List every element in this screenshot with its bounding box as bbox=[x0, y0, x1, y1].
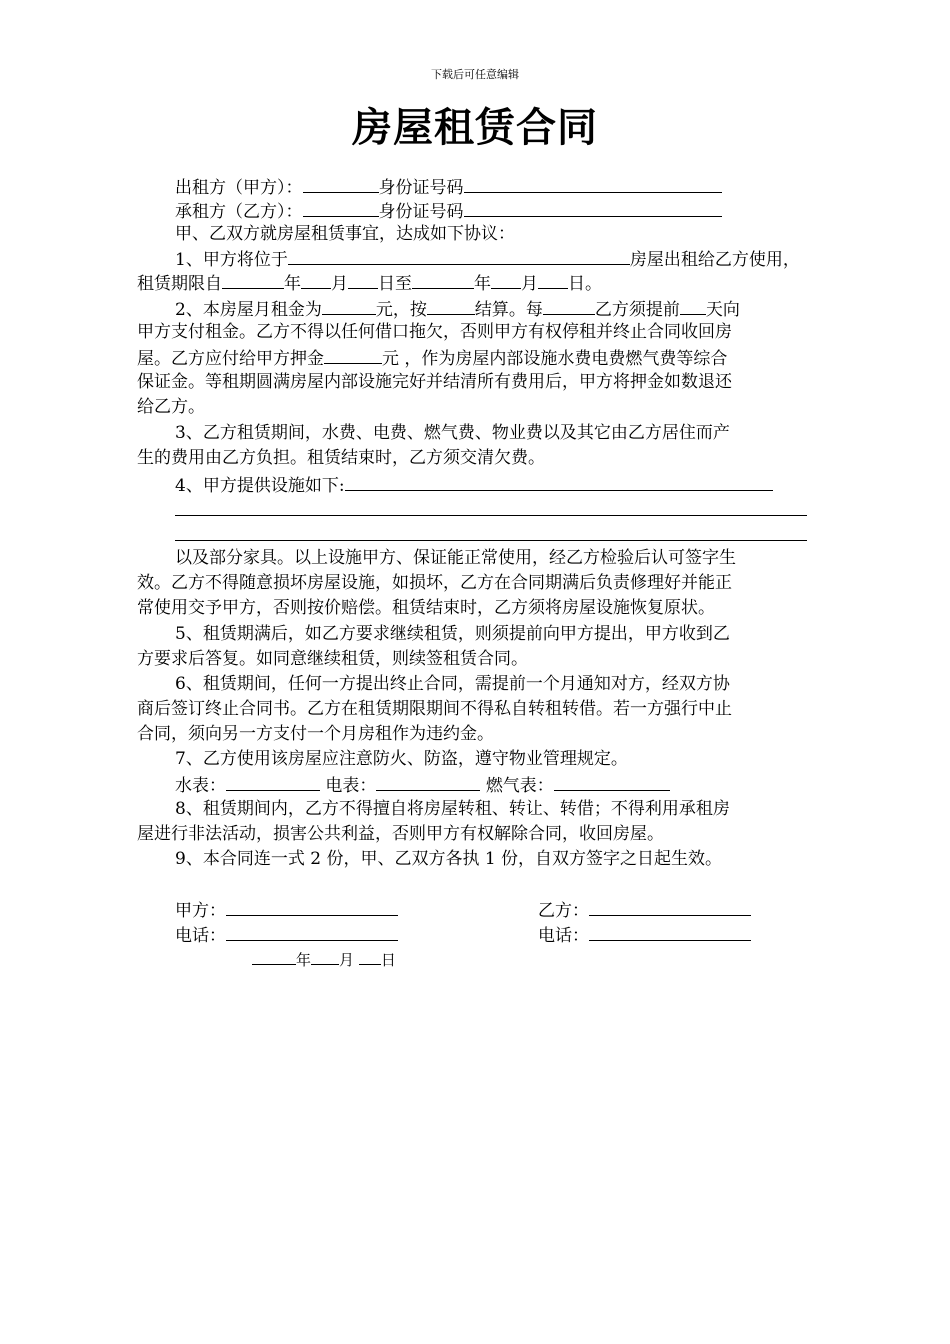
clause6-line1: 6、租赁期间，任何一方提出终止合同，需提前一个月通知对方，经双方协 bbox=[175, 674, 730, 694]
sign-day-label: 日 bbox=[380, 951, 396, 969]
party-a-label: 甲方： bbox=[175, 901, 226, 921]
clause1-text-c: 租赁期限自 bbox=[137, 274, 222, 294]
end-year-field[interactable] bbox=[412, 270, 474, 289]
payment-cycle-field[interactable] bbox=[427, 296, 475, 315]
water-meter-label: 水表： bbox=[175, 776, 226, 796]
clause4-line3: 效。乙方不得随意损坏房屋设施，如损坏，乙方在合同期满后负责修理好并能正 bbox=[137, 573, 732, 593]
clause1-text-b: 房屋出租给乙方使用， bbox=[629, 250, 800, 270]
day-end-label: 日。 bbox=[568, 274, 602, 294]
intro-text: 甲、乙双方就房屋租赁事宜，达成如下协议： bbox=[175, 224, 515, 244]
party-b-label: 乙方： bbox=[538, 901, 589, 921]
gas-meter-field[interactable] bbox=[554, 772, 670, 791]
party-b-signature-field[interactable] bbox=[589, 897, 751, 916]
clause2-line4: 保证金。等租期圆满房屋内部设施完好并结清所有费用后，甲方将押金如数退还 bbox=[137, 372, 732, 392]
clause1-text-a: 1、甲方将位于 bbox=[175, 250, 288, 270]
month-label: 月 bbox=[521, 274, 538, 294]
phone-label: 电话： bbox=[538, 926, 589, 946]
clause4-line1 bbox=[175, 472, 815, 498]
clause2-line5: 给乙方。 bbox=[137, 397, 205, 417]
meter-line bbox=[175, 772, 815, 798]
sign-month-label: 月 bbox=[339, 951, 355, 969]
landlord-label: 出租方（甲方）： bbox=[175, 178, 303, 198]
sign-year-field[interactable] bbox=[252, 946, 296, 965]
clause2-text-c: 结算。每 bbox=[474, 300, 543, 320]
water-meter-field[interactable] bbox=[226, 772, 320, 791]
document-title: 房屋租赁合同 bbox=[352, 104, 598, 151]
clause8-line2: 屋进行非法活动，损害公共利益，否则甲方有权解除合同，收回房屋。 bbox=[137, 824, 664, 844]
clause9-line1: 9、本合同连一式 2 份，甲、乙双方各执 1 份，自双方签字之日起生效。 bbox=[175, 849, 723, 869]
payment-period-field[interactable] bbox=[543, 296, 595, 315]
clause3-line1: 3、乙方租赁期间，水费、电费、燃气费、物业费以及其它由乙方居住而产 bbox=[175, 423, 730, 443]
landlord-id-field[interactable] bbox=[464, 174, 722, 193]
clause2-text-d: 乙方须提前 bbox=[594, 300, 680, 320]
clause2-line1 bbox=[175, 296, 815, 322]
party-b-phone bbox=[538, 922, 788, 948]
start-day-field[interactable] bbox=[348, 270, 378, 289]
party-b-phone-field[interactable] bbox=[589, 922, 751, 941]
clause4-text: 4、甲方提供设施如下: bbox=[175, 476, 345, 496]
clause3-line2: 生的费用由乙方负担。租赁结束时，乙方须交清欠费。 bbox=[137, 448, 545, 468]
facilities-field-2[interactable] bbox=[175, 515, 807, 516]
property-address-field[interactable] bbox=[288, 246, 630, 265]
party-b-signature bbox=[538, 897, 788, 923]
landlord-name-field[interactable] bbox=[303, 174, 379, 193]
electric-meter-field[interactable] bbox=[376, 772, 480, 791]
sign-month-field[interactable] bbox=[311, 946, 339, 965]
month-label: 月 bbox=[331, 274, 348, 294]
gas-meter-label: 燃气表： bbox=[485, 776, 554, 796]
clause4-line4: 常使用交予甲方，否则按价赔偿。租赁结束时，乙方须将房屋设施恢复原状。 bbox=[137, 598, 715, 618]
clause1-line1 bbox=[175, 246, 815, 272]
clause8-line1: 8、租赁期间内，乙方不得擅自将房屋转租、转让、转借；不得利用承租房 bbox=[175, 799, 730, 819]
clause2-text-b: 元，按 bbox=[375, 300, 427, 320]
clause7-line1: 7、乙方使用该房屋应注意防火、防盗，遵守物业管理规定。 bbox=[175, 749, 628, 769]
tenant-id-field[interactable] bbox=[464, 198, 722, 217]
tenant-line bbox=[175, 198, 815, 224]
clause6-line2: 商后签订终止合同书。乙方在租赁期限期间不得私自转租转借。若一方强行中止 bbox=[137, 699, 732, 719]
clause2-text-l3a: 屋。乙方应付给甲方押金 bbox=[137, 349, 324, 369]
clause2-text-e: 天向 bbox=[705, 300, 740, 320]
party-a-phone-field[interactable] bbox=[226, 922, 398, 941]
end-month-field[interactable] bbox=[491, 270, 521, 289]
facilities-field-3[interactable] bbox=[175, 540, 807, 541]
day-to-label: 日至 bbox=[378, 274, 412, 294]
clause1-line2 bbox=[137, 270, 817, 296]
advance-days-field[interactable] bbox=[680, 296, 706, 315]
clause2-line2: 甲方支付租金。乙方不得以任何借口拖欠，否则甲方有权停租并终止合同收回房 bbox=[137, 322, 732, 342]
sign-year-label: 年 bbox=[296, 951, 312, 969]
electric-meter-label: 电表： bbox=[325, 776, 377, 796]
year-label: 年 bbox=[284, 274, 301, 294]
tenant-name-field[interactable] bbox=[303, 198, 379, 217]
party-a-signature-field[interactable] bbox=[226, 897, 398, 916]
deposit-field[interactable] bbox=[324, 345, 382, 364]
clause6-line3: 合同，须向另一方支付一个月房租作为违约金。 bbox=[137, 724, 494, 744]
start-month-field[interactable] bbox=[301, 270, 331, 289]
clause5-line2: 方要求后答复。如同意继续租赁，则续签租赁合同。 bbox=[137, 649, 528, 669]
start-year-field[interactable] bbox=[222, 270, 284, 289]
clause2-line3 bbox=[137, 345, 817, 371]
monthly-rent-field[interactable] bbox=[322, 296, 376, 315]
sign-day-field[interactable] bbox=[359, 946, 381, 965]
tenant-id-label: 身份证号码 bbox=[378, 202, 464, 222]
signing-date bbox=[252, 946, 452, 972]
year-label: 年 bbox=[474, 274, 491, 294]
clause4-line2: 以及部分家具。以上设施甲方、保证能正常使用，经乙方检验后认可签字生 bbox=[175, 548, 736, 568]
clause2-text-l3b: 元 ，作为房屋内部设施水费电费燃气费等综合 bbox=[382, 349, 728, 369]
phone-label: 电话： bbox=[175, 926, 226, 946]
clause2-text-a: 2、本房屋月租金为 bbox=[175, 300, 322, 320]
tenant-label: 承租方（乙方）： bbox=[175, 202, 303, 222]
facilities-field-1[interactable] bbox=[345, 472, 773, 491]
landlord-id-label: 身份证号码 bbox=[378, 178, 464, 198]
clause5-line1: 5、租赁期满后，如乙方要求继续租赁，则须提前向甲方提出，甲方收到乙 bbox=[175, 624, 730, 644]
landlord-line bbox=[175, 174, 815, 200]
header-note: 下载后可任意编辑 bbox=[431, 68, 519, 81]
end-day-field[interactable] bbox=[538, 270, 568, 289]
